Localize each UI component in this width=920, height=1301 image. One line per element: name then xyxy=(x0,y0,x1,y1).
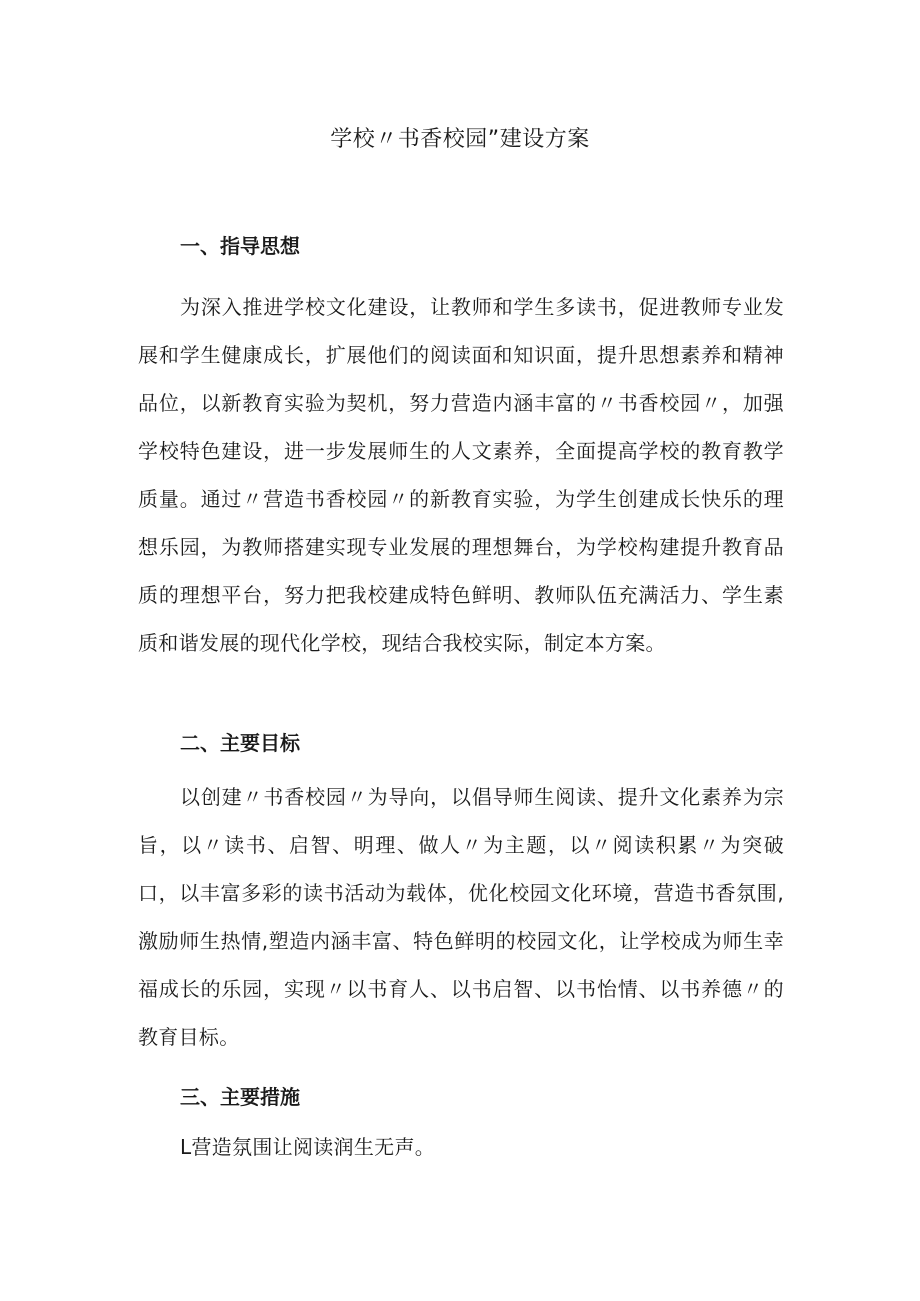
section-heading-guiding-ideology: 一、指导思想 xyxy=(180,234,300,258)
section-heading-main-goals: 二、主要目标 xyxy=(180,731,300,755)
document-title: 学校〃书香校园”建设方案 xyxy=(330,127,590,152)
section-paragraph-main-goals: 以创建〃书香校园〃为导向，以倡导师生阅读、提升文化素养为宗旨，以〃读书、启智、明理、做人〃为主题，以〃阅读积累〃为突破口，以丰富多彩的读书活动为载体，优化校园文化环境，营造书香氛围,激励师生热情,塑造内涵丰富、特色鲜明的校园文化，让学校成为师生幸福成长的乐园，实现〃以书育人、以书启智、以书怡情、以书养德〃的教育目标。 xyxy=(138,785,784,1049)
section-paragraph-guiding-ideology: 为深入推进学校文化建设，让教师和学生多读书，促进教师专业发展和学生健康成长，扩展他们的阅读面和知识面，提升思想素养和精神品位，以新教育实验为契机，努力营造内涵丰富的〃书香校园〃，加强学校特色建设，进一步发展师生的人文素养，全面提高学校的教育教学质量。通过〃营造书香校园〃的新教育实验，为学生创建成长快乐的理想乐园，为教师搭建实现专业发展的理想舞台，为学校构建提升教育品质的理想平台，努力把我校建成特色鲜明、教师队伍充满活力、学生素质和谐发展的现代化学校，现结合我校实际，制定本方案。 xyxy=(138,295,784,655)
section-paragraph-main-measures: L营造氛围让阅读润生无声。 xyxy=(180,1135,436,1159)
section-heading-main-measures: 三、主要措施 xyxy=(180,1085,300,1109)
